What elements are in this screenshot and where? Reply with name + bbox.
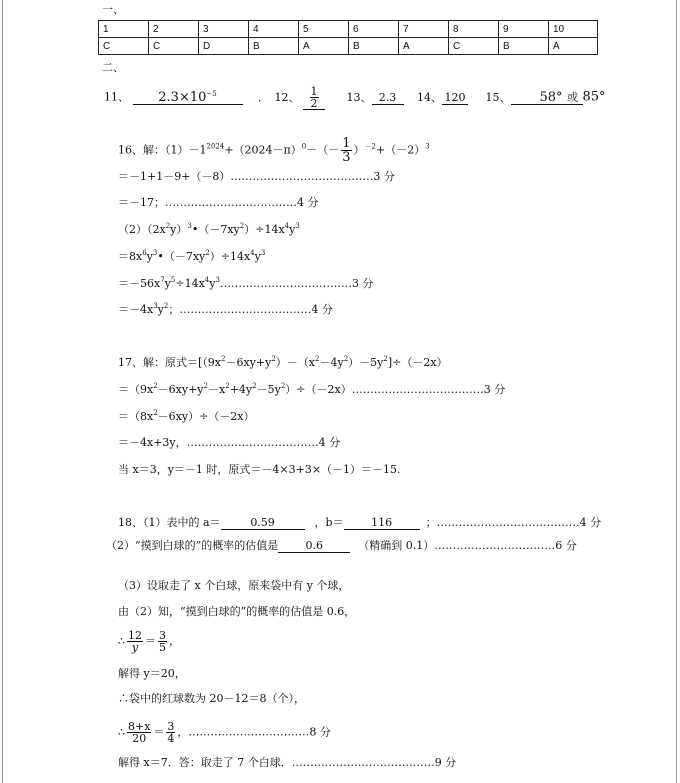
table-cell: 3 <box>199 21 249 38</box>
fraction-numerator: 1 <box>342 136 351 151</box>
q11-sep: ． <box>258 90 269 104</box>
q16-line-6 <box>118 277 373 291</box>
q16-line-7 <box>118 303 333 317</box>
text-segment: （2）（2x <box>118 223 166 236</box>
exponent: 2024 <box>206 142 225 151</box>
exponent: 0 <box>301 142 307 151</box>
fraction <box>127 721 151 744</box>
q18-line-6: 解得 y＝20， <box>118 667 186 680</box>
table-cell: 9 <box>499 21 549 38</box>
exponent: 3 <box>425 142 430 151</box>
table-cell: A <box>399 38 449 55</box>
q18-answer-a: 0.59 <box>221 516 305 530</box>
section2-heading: 二、 <box>102 61 124 74</box>
text-segment: －4y <box>319 356 344 369</box>
exponent: 4 <box>284 222 290 230</box>
text-segment: ………………………………3 分 <box>219 277 374 290</box>
q18-line-4: 由（2）知，“摸到白球的”的概率的估值是 0.6， <box>118 605 356 618</box>
exponent: 2 <box>153 409 158 417</box>
q14-answer: 120 <box>442 91 468 105</box>
exponent: 2 <box>163 302 169 310</box>
q17-line-5: 当 x＝3，y＝－1 时，原式＝－4×3+3×（－1）＝－15. <box>118 463 401 476</box>
text-segment: +（2024－π） <box>224 143 302 157</box>
exponent: 4 <box>250 249 255 257</box>
exponent: 2 <box>315 355 320 363</box>
text-segment: －6xy+y <box>157 383 204 396</box>
fraction <box>158 630 167 653</box>
text-segment: －5y <box>256 383 281 396</box>
text-segment: ＝－4x <box>118 303 154 316</box>
text-segment: －6xy）÷（－2x） <box>157 410 255 423</box>
table-cell: C <box>449 38 499 55</box>
q16-line-5 <box>118 250 265 264</box>
exponent: 7 <box>160 276 165 284</box>
answer-table <box>98 20 598 55</box>
text-segment: 18、（1）表中的 a＝ <box>118 516 221 529</box>
exponent: 2 <box>252 382 257 390</box>
table-cell: 7 <box>399 21 449 38</box>
exponent: 2 <box>153 382 158 390</box>
text-segment: ＝ <box>145 634 156 648</box>
exponent: 2 <box>280 382 286 390</box>
q11-exponent: −5 <box>206 89 217 98</box>
table-cell: 5 <box>299 21 349 38</box>
text-segment: ， <box>169 634 180 648</box>
text-segment: 16、解：（1）－1 <box>118 143 207 157</box>
fraction <box>127 630 143 653</box>
text-segment: y） <box>170 223 188 236</box>
text-segment: y <box>209 277 216 290</box>
text-segment: ÷14x <box>175 277 205 290</box>
q15-answer-a: 58° <box>511 91 563 105</box>
text-segment: ）－5y <box>348 356 384 369</box>
text-segment: ，……………………………8 分 <box>177 725 331 739</box>
exponent: 3 <box>215 276 220 284</box>
text-segment: ；………………………………4 分 <box>168 303 333 316</box>
exponent: 6 <box>142 249 147 257</box>
exponent: 3 <box>295 222 300 230</box>
exponent: －2 <box>364 142 376 151</box>
q12-answer <box>303 86 325 110</box>
table-cell: 4 <box>249 21 299 38</box>
table-cell: 1 <box>99 21 149 38</box>
q17-line-4: ＝－4x+3y，………………………………4 分 <box>118 436 341 449</box>
text-segment: ＝8x <box>118 250 143 263</box>
exponent: 2 <box>225 382 230 390</box>
q18-answer-b: 116 <box>344 516 420 530</box>
text-segment: －（－ <box>306 143 340 157</box>
q17-line-1 <box>118 356 448 370</box>
text-segment: （精确到 0.1）……………………………6 分 <box>358 539 577 552</box>
text-segment: 17、解：原式＝[（9x <box>118 356 221 369</box>
table-cell: A <box>299 38 349 55</box>
text-segment: ）÷14x <box>209 250 251 263</box>
text-segment: ）÷14x <box>244 223 285 236</box>
q11-label: 11、 <box>104 90 129 104</box>
q12-numerator: 1 <box>310 85 318 98</box>
q16-line-4 <box>118 223 300 237</box>
text-segment: ）÷（－2x）………………………………3 分 <box>285 383 506 396</box>
q17-line-2 <box>118 383 505 397</box>
exponent: 2 <box>221 355 226 363</box>
q16-line-2: ＝－1+1－9+（－8）…………………………………3 分 <box>118 170 395 183</box>
q18-estimate-answer: 0.6 <box>278 539 350 553</box>
exponent: 3 <box>153 302 158 310</box>
table-cell: 2 <box>149 21 199 38</box>
exponent: 2 <box>343 355 349 363</box>
table-cell: B <box>499 38 549 55</box>
fraction-denominator: 4 <box>167 732 175 745</box>
exponent: 3 <box>187 222 192 230</box>
exponent: 2 <box>165 222 171 230</box>
text-segment: ；…………………………………4 分 <box>425 516 602 529</box>
table-cell: A <box>549 38 598 55</box>
exponent: 3 <box>260 249 266 257</box>
q16-fraction <box>341 137 351 164</box>
fraction-denominator: y <box>131 641 139 654</box>
table-cell: 6 <box>349 21 399 38</box>
section1-heading: 一、 <box>102 3 124 16</box>
q13-label: 13、 <box>346 90 372 104</box>
exponent: 2 <box>271 355 276 363</box>
q18-line-1 <box>118 516 601 530</box>
q14-label: 14、 <box>417 90 442 104</box>
text-segment: y <box>146 250 153 263</box>
fraction-denominator: 3 <box>342 150 351 165</box>
text-segment: （2）“摸到白球的”的概率的估值是 <box>106 539 279 552</box>
text-segment: y <box>289 223 296 236</box>
text-segment: ，b＝ <box>314 516 344 529</box>
page-border-right <box>676 0 677 783</box>
table-cell: 8 <box>449 21 499 38</box>
q15-label: 15、 <box>485 90 511 104</box>
text-segment: ＝ <box>153 725 165 739</box>
text-segment: －x <box>208 383 226 396</box>
fraction-numerator: 3 <box>159 629 166 642</box>
q13-answer: 2.3 <box>372 91 404 105</box>
exponent: 3 <box>152 249 158 257</box>
fraction-numerator: 3 <box>167 720 175 733</box>
text-segment: •（－7xy <box>191 223 240 236</box>
q18-line-2 <box>106 539 577 553</box>
q18-line-7: ∴袋中的红球数为 20－12＝8（个）， <box>118 692 305 705</box>
text-segment: ） <box>353 143 365 157</box>
exponent: 4 <box>204 276 210 284</box>
text-segment: +（－2） <box>376 143 426 157</box>
fraction <box>166 721 175 744</box>
table-cell: C <box>149 38 199 55</box>
fraction-numerator: 12 <box>128 629 142 642</box>
fraction-denominator: 5 <box>159 641 166 654</box>
therefore-symbol: ∴ <box>118 725 125 739</box>
table-cell: D <box>199 38 249 55</box>
table-cell: B <box>249 38 299 55</box>
exponent: 2 <box>239 222 245 230</box>
q18-line-5 <box>118 630 180 653</box>
fraction-denominator: 20 <box>132 732 147 745</box>
therefore-symbol: ∴ <box>118 634 125 648</box>
q11-mantissa: 2.3×10 <box>158 89 207 105</box>
answer-table-answer-row <box>99 38 598 55</box>
q18-line-3: （3）设取走了 x 个白球，原来袋中有 y 个球， <box>118 579 350 592</box>
text-segment: ]÷（－2x） <box>387 356 448 369</box>
exponent: 2 <box>203 382 208 390</box>
q16-line-1 <box>118 137 430 164</box>
exponent: 2 <box>383 355 388 363</box>
q16-line-3: ＝－17；………………………………4 分 <box>118 196 319 209</box>
table-cell: B <box>349 38 399 55</box>
q12-fraction <box>310 86 319 109</box>
q15-or: 或 <box>563 91 583 105</box>
q18-line-8 <box>118 721 331 744</box>
text-segment: y <box>157 303 164 316</box>
text-segment: ＝（9x <box>118 383 154 396</box>
q11-answer <box>133 91 243 105</box>
fraction-numerator: 8+x <box>128 720 151 733</box>
page-border-left <box>2 0 3 783</box>
table-cell: C <box>99 38 149 55</box>
table-cell: 10 <box>549 21 598 38</box>
text-segment: y <box>254 250 261 263</box>
q12-denominator: 2 <box>310 97 318 110</box>
q18-line-9: 解得 x＝7．答：取走了 7 个白球．…………………………………9 分 <box>118 756 457 769</box>
q15-answer-b: 85° <box>582 89 606 105</box>
text-segment: y <box>164 277 171 290</box>
q12-label: 12、 <box>274 90 300 104</box>
text-segment: ）－（x <box>275 356 316 369</box>
text-segment: +4y <box>229 383 253 396</box>
text-segment: •（－7xy <box>157 250 206 263</box>
text-segment: ＝－56x <box>118 277 161 290</box>
exponent: 2 <box>205 249 210 257</box>
fill-in-answers-row <box>104 86 606 110</box>
text-segment: －6xy+y <box>225 356 272 369</box>
exponent: 5 <box>170 276 176 284</box>
text-segment: ＝（8x <box>118 410 154 423</box>
answer-table-number-row <box>99 21 598 38</box>
q17-line-3 <box>118 410 255 424</box>
